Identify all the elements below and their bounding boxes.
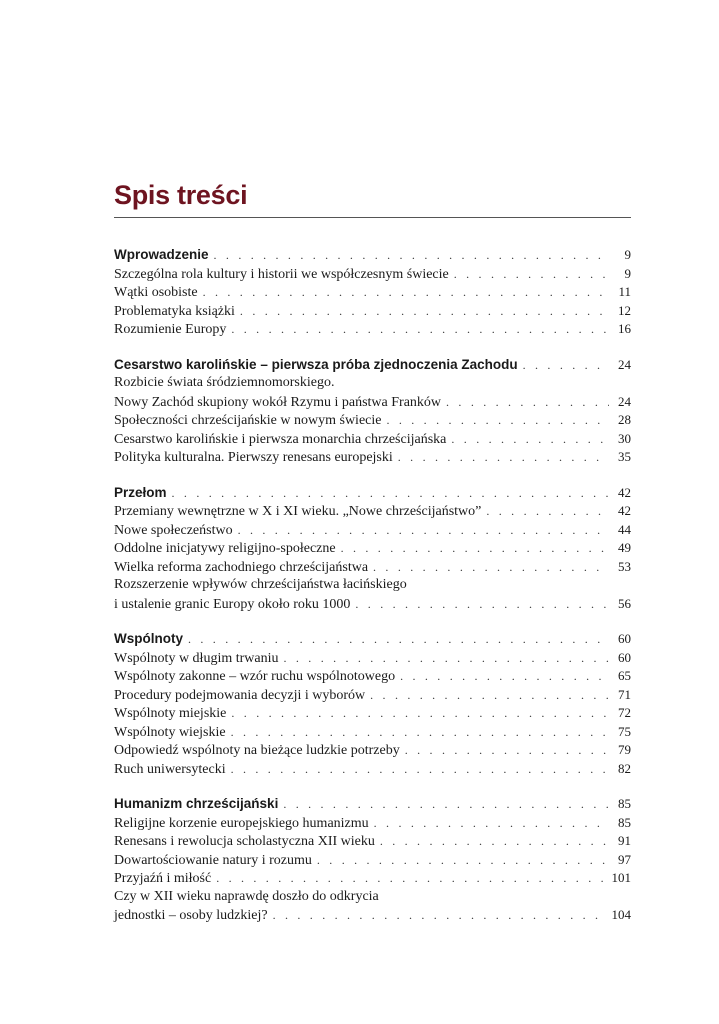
dot-leader [405, 741, 609, 760]
toc-section [114, 356, 631, 467]
page-number: 9 [624, 247, 631, 262]
page-number: 91 [618, 833, 631, 848]
toc-entry[interactable] [114, 558, 631, 577]
toc-entry[interactable] [114, 832, 631, 851]
chapter-title: Wprowadzenie [114, 247, 209, 262]
toc-entry[interactable] [114, 283, 631, 302]
dot-leader [172, 484, 609, 503]
entry-title: i ustalenie granic Europy około roku 1000 [114, 596, 351, 612]
dot-leader [400, 667, 609, 686]
page-number: 28 [618, 412, 631, 427]
chapter-heading[interactable] [114, 484, 631, 503]
toc-section [114, 630, 631, 778]
dot-leader [214, 246, 609, 265]
dot-leader [454, 265, 609, 284]
entry-title: Wspólnoty wiejskie [114, 724, 226, 740]
toc-entry[interactable] [114, 869, 631, 888]
page-number: 85 [618, 796, 631, 811]
entry-title: Wspólnoty w długim trwaniu [114, 650, 279, 666]
page-number: 82 [618, 760, 631, 776]
entry-title: Oddolne inicjatywy religijno-społeczne [114, 541, 336, 556]
page-title: Spis treści [114, 180, 248, 210]
toc-entry[interactable] [114, 723, 631, 742]
page-number: 104 [611, 907, 631, 922]
entry-title: Rozszerzenie wpływów chrześcijaństwa łacińskiego [114, 577, 407, 592]
table-of-contents [114, 246, 631, 942]
dot-leader [240, 302, 609, 321]
toc-entry[interactable] [114, 320, 631, 339]
toc-entry[interactable] [114, 539, 631, 558]
page-number: 44 [618, 521, 631, 537]
dot-leader [341, 539, 609, 558]
entry-title: Procedury podejmowania decyzji i wyborów [114, 687, 366, 703]
entry-title: Nowy Zachód skupiony wokół Rzymu i państwa Franków [114, 394, 442, 410]
dot-leader [216, 869, 607, 888]
page-number: 49 [618, 540, 631, 555]
toc-entry[interactable] [114, 888, 631, 907]
dot-leader [284, 649, 610, 668]
toc-entry[interactable] [114, 430, 631, 449]
dot-leader [231, 704, 609, 723]
page-number: 101 [611, 870, 631, 885]
entry-title: Czy w XII wieku naprawdę doszło do odkrycia [114, 888, 379, 904]
dot-leader [355, 595, 609, 614]
toc-entry[interactable] [114, 760, 631, 779]
dot-leader [231, 320, 609, 339]
toc-entry[interactable] [114, 521, 631, 540]
page-number: 65 [618, 668, 631, 683]
toc-entry[interactable] [114, 374, 631, 393]
chapter-heading[interactable] [114, 246, 631, 265]
dot-leader [283, 795, 609, 814]
dot-leader [203, 283, 609, 302]
entry-title: Nowe społeczeństwo [114, 522, 233, 538]
page-number: 79 [618, 742, 631, 757]
dot-leader [188, 630, 609, 649]
chapter-heading[interactable] [114, 795, 631, 814]
entry-title: Cesarstwo karolińskie i pierwsza monarchia chrześcijańska [114, 431, 447, 447]
title-divider [114, 217, 631, 218]
chapter-title: Wspólnoty [114, 631, 183, 646]
page-number: 53 [618, 558, 631, 574]
page-number: 85 [618, 814, 631, 830]
chapter-title: Humanizm chrześcijański [114, 796, 279, 811]
page-number: 24 [618, 356, 631, 372]
toc-entry[interactable] [114, 906, 631, 925]
entry-title: Wspólnoty miejskie [114, 706, 227, 721]
entry-title: Renesans i rewolucja scholastyczna XII wieku [114, 834, 375, 849]
entry-title: Dowartościowanie natury i rozumu [114, 852, 312, 868]
toc-entry[interactable] [114, 814, 631, 833]
page-number: 11 [618, 284, 631, 299]
entry-title: Przemiany wewnętrzne w X i XI wieku. „Nowe chrześcijaństwo” [114, 504, 482, 519]
dot-leader [486, 502, 609, 521]
dot-leader [231, 723, 609, 742]
toc-entry[interactable] [114, 595, 631, 614]
page-number: 71 [618, 686, 631, 702]
entry-title: Społeczności chrześcijańskie w nowym świecie [114, 413, 382, 428]
entry-title: Wielka reforma zachodniego chrześcijaństwa [114, 559, 369, 575]
dot-leader [446, 393, 609, 412]
toc-entry[interactable] [114, 302, 631, 321]
entry-title: Odpowiedź wspólnoty na bieżące ludzkie potrzeby [114, 743, 400, 758]
toc-section [114, 795, 631, 925]
toc-entry[interactable] [114, 576, 631, 595]
entry-title: Przyjaźń i miłość [114, 871, 212, 886]
entry-title: Wątki osobiste [114, 285, 198, 300]
toc-entry[interactable] [114, 649, 631, 668]
dot-leader [273, 906, 608, 925]
page-number: 35 [618, 449, 631, 464]
dot-leader [231, 760, 609, 779]
entry-title: Religijne korzenie europejskiego humanizmu [114, 815, 369, 831]
entry-title: Rozbicie świata śródziemnomorskiego. [114, 375, 335, 390]
chapter-title: Przełom [114, 484, 167, 500]
toc-entry[interactable] [114, 393, 631, 412]
dot-leader [451, 430, 609, 449]
dot-leader [523, 356, 609, 375]
toc-entry[interactable] [114, 411, 631, 430]
dot-leader [386, 411, 609, 430]
entry-title: Szczególna rola kultury i historii we współczesnym świecie [114, 266, 449, 282]
toc-entry[interactable] [114, 667, 631, 686]
entry-title: Ruch uniwersytecki [114, 761, 226, 777]
toc-entry[interactable] [114, 741, 631, 760]
dot-leader [317, 851, 609, 870]
toc-entry[interactable] [114, 704, 631, 723]
entry-title: Wspólnoty zakonne – wzór ruchu wspólnotowego [114, 669, 396, 684]
toc-section [114, 484, 631, 614]
toc-entry[interactable] [114, 265, 631, 284]
toc-entry[interactable] [114, 686, 631, 705]
entry-title: Problematyka książki [114, 303, 235, 319]
dot-leader [398, 448, 609, 467]
chapter-heading[interactable] [114, 356, 631, 375]
page-number: 16 [618, 321, 631, 336]
page-number: 97 [618, 851, 631, 867]
dot-leader [373, 558, 609, 577]
page-number: 30 [618, 430, 631, 446]
dot-leader [380, 832, 609, 851]
dot-leader [370, 686, 609, 705]
dot-leader [238, 521, 609, 540]
toc-entry[interactable] [114, 851, 631, 870]
toc-section [114, 246, 631, 339]
page-number: 75 [618, 723, 631, 739]
page-number: 42 [618, 503, 631, 518]
entry-title: Polityka kulturalna. Pierwszy renesans europejski [114, 450, 393, 465]
page-number: 12 [618, 302, 631, 318]
page-number: 56 [618, 595, 631, 611]
toc-entry[interactable] [114, 502, 631, 521]
page-number: 24 [618, 393, 631, 409]
page-number: 60 [618, 649, 631, 665]
entry-title: jednostki – osoby ludzkiej? [114, 908, 268, 923]
page-number: 72 [618, 705, 631, 720]
page-number: 60 [618, 631, 631, 646]
dot-leader [374, 814, 609, 833]
toc-entry[interactable] [114, 448, 631, 467]
chapter-title: Cesarstwo karolińskie – pierwsza próba zjednoczenia Zachodu [114, 356, 518, 372]
chapter-heading[interactable] [114, 630, 631, 649]
page-number: 9 [624, 265, 631, 281]
entry-title: Rozumienie Europy [114, 322, 227, 337]
page-number: 42 [618, 484, 631, 500]
